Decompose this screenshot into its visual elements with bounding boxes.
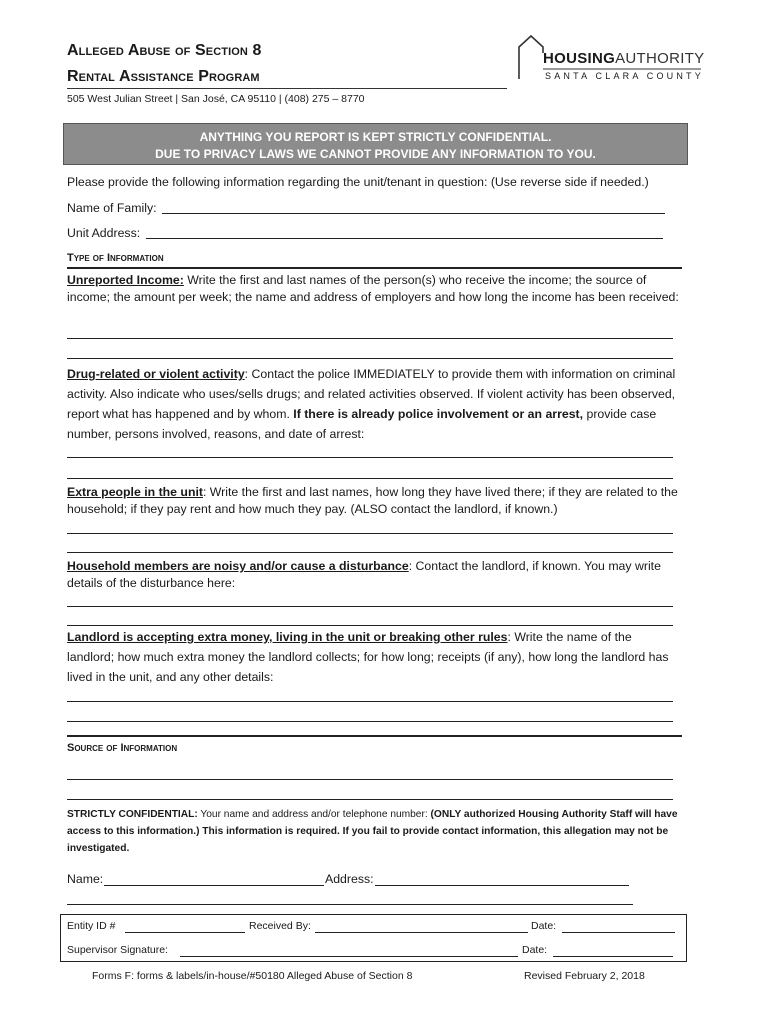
- landlord-paragraph: [67, 627, 679, 687]
- drug-activity-bold: If there is already police involvement or an arrest,: [293, 407, 584, 421]
- confidential-label: STRICTLY CONFIDENTIAL:: [67, 809, 198, 820]
- intro-text: Please provide the following information regarding the unit/tenant in question: (Use reverse side if needed.): [67, 175, 649, 189]
- received-date-field[interactable]: [562, 932, 675, 933]
- extra-people-line-1[interactable]: [67, 533, 673, 534]
- landlord-line-2[interactable]: [67, 721, 673, 722]
- received-by-field[interactable]: [315, 932, 528, 933]
- noisy-paragraph: [67, 558, 679, 592]
- landlord-line-1[interactable]: [67, 701, 673, 702]
- noisy-text: : Contact the landlord, if known. You may write details of the disturbance here:: [67, 559, 661, 590]
- type-section-end-rule: [67, 735, 682, 737]
- logo-subtitle: SANTA CLARA COUNTY: [545, 71, 704, 81]
- unreported-income-label: Unreported Income:: [67, 273, 184, 287]
- banner-line1: ANYTHING YOU REPORT IS KEPT STRICTLY CONFIDENTIAL.: [199, 130, 552, 144]
- unreported-income-line-2[interactable]: [67, 358, 673, 359]
- family-label: Name of Family:: [67, 201, 157, 215]
- banner-line2: DUE TO PRIVACY LAWS WE CANNOT PROVIDE ANY INFORMATION TO YOU.: [155, 147, 596, 161]
- footer-revision-date: Revised February 2, 2018: [524, 970, 645, 982]
- supervisor-signature-field[interactable]: [180, 956, 518, 957]
- entity-id-field[interactable]: [125, 932, 245, 933]
- extra-people-text: : Write the first and last names, how long they have lived there; if they are related to the household; if they pay rent and how much they pay. (ALSO contact the landlord, if known.): [67, 485, 678, 516]
- supervisor-date-field[interactable]: [553, 956, 673, 957]
- extra-people-paragraph: [67, 484, 679, 518]
- extra-people-label: Extra people in the unit: [67, 485, 203, 499]
- header-divider: [67, 88, 507, 89]
- form-title-line2: Rental Assistance Program: [67, 68, 260, 85]
- confidential-text: Your name and address and/or telephone number:: [197, 809, 431, 820]
- entity-id-label: Entity ID #: [67, 920, 116, 932]
- drug-activity-line-1[interactable]: [67, 457, 673, 458]
- noisy-line-2[interactable]: [67, 625, 673, 626]
- supervisor-date-label: Date:: [522, 944, 548, 956]
- contact-name-label: Name:: [67, 872, 104, 886]
- contact-address-label: Address:: [325, 872, 374, 886]
- agency-address: 505 West Julian Street | San José, CA 95110 | (408) 275 – 8770: [67, 93, 365, 105]
- unreported-income-paragraph: [67, 272, 679, 306]
- unit-address-field[interactable]: [146, 238, 663, 239]
- received-by-label: Received By:: [249, 920, 311, 932]
- form-title-line1: Alleged Abuse of Section 8: [67, 42, 262, 59]
- logo-name-light: AUTHORITY: [615, 50, 705, 67]
- contact-name-field[interactable]: [104, 885, 324, 886]
- contact-address-field[interactable]: [375, 885, 629, 886]
- extra-people-line-2[interactable]: [67, 552, 673, 553]
- source-line-2[interactable]: [67, 799, 673, 800]
- source-line-1[interactable]: [67, 779, 673, 780]
- unreported-income-line-1[interactable]: [67, 338, 673, 339]
- landlord-label: Landlord is accepting extra money, living in the unit or breaking other rules: [67, 630, 508, 644]
- contact-extra-line[interactable]: [67, 904, 633, 905]
- drug-activity-line-2[interactable]: [67, 478, 673, 479]
- type-section-rule: [67, 267, 682, 269]
- unit-address-label: Unit Address:: [67, 226, 141, 240]
- drug-activity-text2: provide case number, persons involved, reasons, and date of arrest:: [67, 407, 657, 441]
- drug-activity-text1: : Contact the police IMMEDIATELY to provide them with information on criminal activity. Also indicate who uses/sells drugs; and related activities observed. If violent activity has been observed, report what has happened and by whom.: [67, 367, 676, 421]
- confidential-warning: (ONLY authorized Housing Authority Staff will have access to this information.) This information is required. If you fail to provide contact information, this allegation may not be investigated.: [67, 809, 678, 854]
- received-date-label: Date:: [531, 920, 557, 932]
- landlord-text: : Write the name of the landlord; how much extra money the landlord collects; for how long; receipts (if any), how long the landlord has lived in the unit, and any other details:: [67, 630, 669, 684]
- noisy-label: Household members are noisy and/or cause a disturbance: [67, 559, 409, 573]
- drug-activity-label: Drug-related or violent activity: [67, 367, 245, 381]
- unreported-income-text: Write the first and last names of the person(s) who receive the income; the source of income; the amount per week; the name and address of employers and how long the income has been received:: [67, 273, 679, 304]
- footer-form-reference: Forms F: forms & labels/in-house/#50180 Alleged Abuse of Section 8: [92, 970, 413, 982]
- type-of-information-heading: Type of Information: [67, 252, 164, 264]
- drug-activity-paragraph: [67, 364, 679, 444]
- logo-name-bold: HOUSING: [543, 50, 616, 67]
- confidential-banner: [63, 123, 688, 165]
- family-name-field[interactable]: [162, 213, 665, 214]
- confidential-notice: [67, 806, 679, 857]
- supervisor-signature-label: Supervisor Signature:: [67, 944, 168, 956]
- logo-wordmark: [543, 50, 704, 67]
- source-of-information-heading: Source of Information: [67, 742, 178, 754]
- noisy-line-1[interactable]: [67, 606, 673, 607]
